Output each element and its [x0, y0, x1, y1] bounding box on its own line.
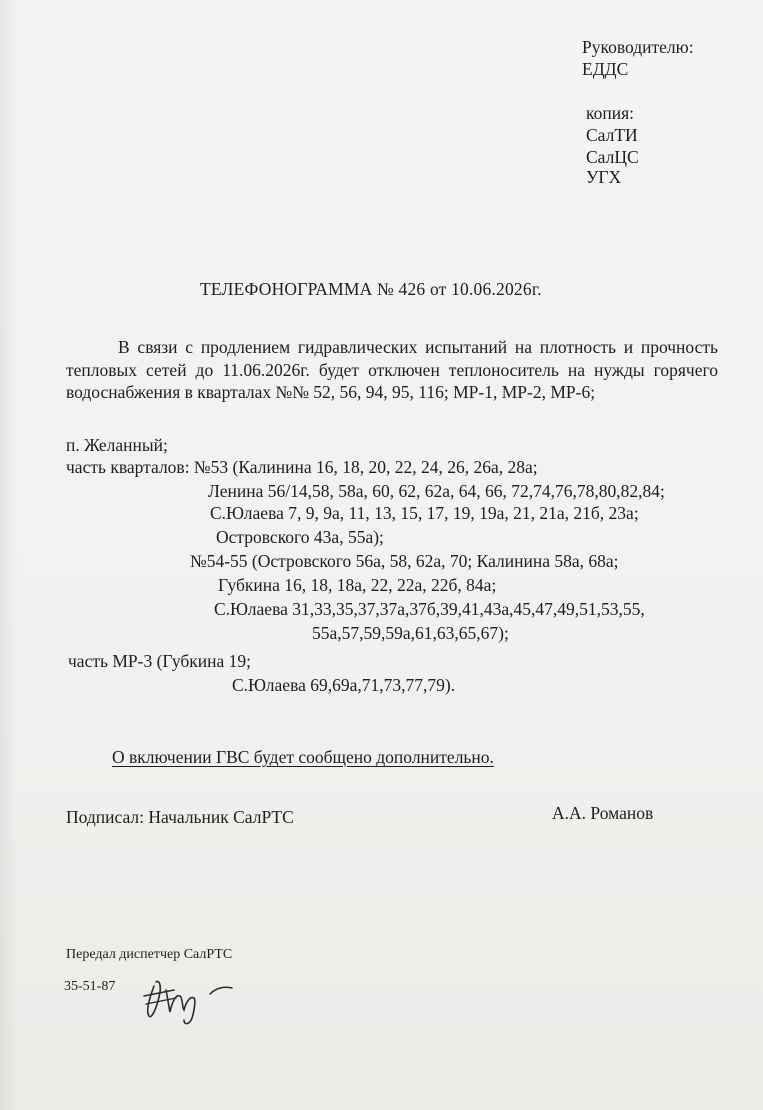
copy-recipient: СалЦС: [586, 147, 639, 167]
copy-recipient: УГХ: [586, 167, 622, 187]
signed-label: Подписал: Начальник СалРТС: [66, 807, 294, 827]
address-line: №54-55 (Островского 56а, 58, 62а, 70; Калинина 58а, 68а;: [190, 551, 619, 571]
handwritten-signature: [140, 968, 250, 1028]
notice-text: О включении ГВС будет сообщено дополнительно.: [112, 747, 494, 767]
address-line: 55а,57,59,59а,61,63,65,67);: [312, 623, 509, 643]
signer-name: А.А. Романов: [552, 803, 654, 823]
address-line: часть кварталов: №53 (Калинина 16, 18, 20, 22, 24, 26, 26а, 28а;: [66, 457, 538, 477]
address-line: Островского 43а, 55а);: [216, 527, 384, 547]
address-line: Губкина 16, 18, 18а, 22, 22а, 22б, 84а;: [218, 575, 497, 595]
page-shadow: [0, 0, 18, 1110]
body-paragraph: [66, 336, 718, 404]
address-line: часть МР-3 (Губкина 19;: [68, 651, 252, 671]
copy-recipient: СалТИ: [586, 125, 638, 145]
body-paragraph-text: В связи с продлением гидравлических испытаний на плотность и прочность тепловых сетей до 11.06.2026г. будет отключен теплоноситель на нужды горячего водоснабжения в кварталах №№ 52, 56, 94, 95, 116; МР-1, МР-2, МР-6;: [66, 337, 718, 402]
address-line: С.Юлаева 69,69а,71,73,77,79).: [232, 675, 456, 695]
recipient-line-1: Руководителю:: [582, 37, 694, 57]
recipient-line-2: ЕДДС: [582, 59, 629, 79]
address-line: С.Юлаева 7, 9, 9а, 11, 13, 15, 17, 19, 19а, 21, 21а, 21б, 23а;: [210, 503, 639, 523]
dispatcher-label: Передал диспетчер СалРТС: [66, 947, 233, 962]
document-title: ТЕЛЕФОНОГРАММА № 426 от 10.06.2026г.: [200, 279, 542, 299]
dispatcher-phone: 35-51-87: [64, 979, 116, 994]
address-line: С.Юлаева 31,33,35,37,37а,37б,39,41,43а,45,47,49,51,53,55,: [214, 599, 645, 619]
settlement-line: п. Желанный;: [66, 435, 168, 455]
copy-label: копия:: [586, 103, 635, 123]
address-line: Ленина 56/14,58, 58а, 60, 62, 62а, 64, 66, 72,74,76,78,80,82,84;: [208, 481, 665, 501]
